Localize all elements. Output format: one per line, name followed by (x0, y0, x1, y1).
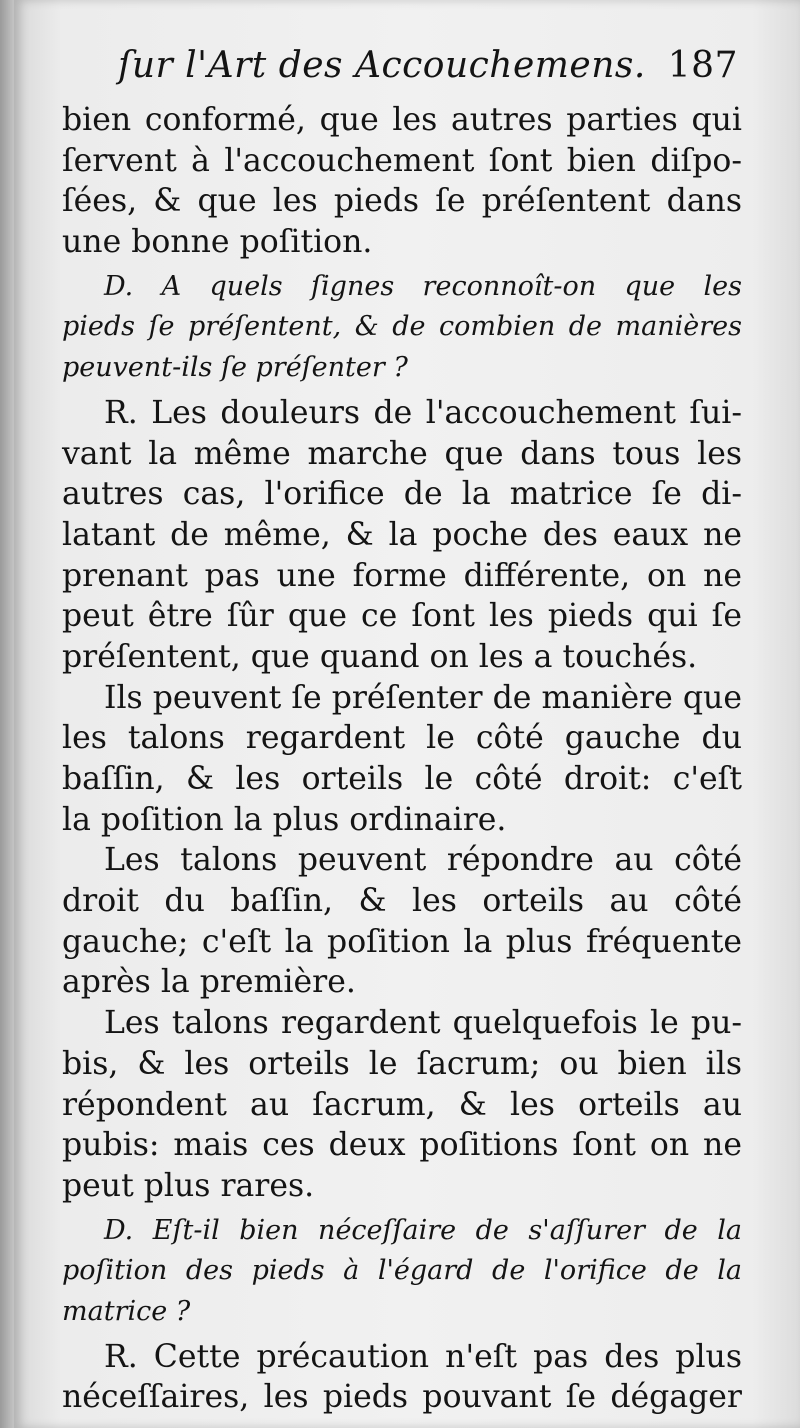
text-line: ſées, & que les pieds ſe préſentent dans (62, 183, 742, 220)
text-line: Les talons regardent quelquefois le pu- (104, 1005, 742, 1042)
text-line: gauche; c'eſt la poſition la plus fréquente (62, 923, 742, 960)
question-line: matrice ? (62, 1295, 191, 1327)
running-header (118, 45, 738, 93)
text-line: les talons regardent le côté gauche du (62, 720, 742, 757)
page-number: 187 (667, 45, 738, 86)
text-line: une bonne poſition. (62, 224, 373, 261)
page-body-text (62, 100, 742, 1418)
text-line: autres cas, l'orifice de la matrice ſe di- (62, 476, 742, 513)
text-line: bis, & les orteils le ſacrum; ou bien ils (62, 1045, 742, 1082)
text-line: la poſition la plus ordinaire. (62, 801, 507, 838)
text-line: baſſin, & les orteils le côté droit: c'eſt (62, 761, 742, 797)
running-title: ſur l'Art des Accouchemens. (118, 45, 646, 86)
text-line: prenant pas une forme différente, on ne (62, 557, 742, 594)
book-gutter-shadow (0, 0, 14, 1428)
text-line: peut plus rares. (62, 1167, 315, 1204)
answer-line: R. Cette précaution n'eſt pas des plus (104, 1338, 742, 1375)
question-line: poſition des pieds à l'égard de l'orifice de la (62, 1255, 742, 1287)
text-line: Ils peuvent ſe préſenter de manière que (104, 679, 742, 716)
text-line: pubis: mais ces deux poſitions ſont on ne (62, 1127, 742, 1164)
text-line: droit du baſſin, & les orteils au côté (62, 883, 742, 920)
question-line: D. Eſt-il bien néceſſaire de s'aſſurer de la (104, 1214, 742, 1246)
text-line: néceſſaires, les pieds pouvant ſe dégager (62, 1379, 742, 1416)
question-line: peuvent-ils ſe préſenter ? (62, 352, 408, 384)
text-line: vant la même marche que dans tous les (62, 435, 742, 472)
text-line: ſervent à l'accouchement ſont bien diſpo- (62, 142, 742, 179)
text-line: bien conformé, que les autres parties qui (62, 102, 742, 138)
text-line: Les talons peuvent répondre au côté (104, 842, 742, 879)
answer-line: R. Les douleurs de l'accouchement ſui- (104, 394, 742, 431)
text-line: préſentent, que quand on les a touchés. (62, 638, 698, 675)
text-line: peut être ſûr que ce ſont les pieds qui ſe (62, 598, 742, 635)
text-line: après la première. (62, 964, 356, 1001)
question-line: pieds ſe préſentent, & de combien de manières (62, 311, 742, 343)
text-line: répondent au ſacrum, & les orteils au (62, 1086, 742, 1123)
text-line: latant de même, & la poche des eaux ne (62, 516, 742, 553)
question-line: D. A quels ſignes reconnoît-on que les (104, 270, 742, 302)
